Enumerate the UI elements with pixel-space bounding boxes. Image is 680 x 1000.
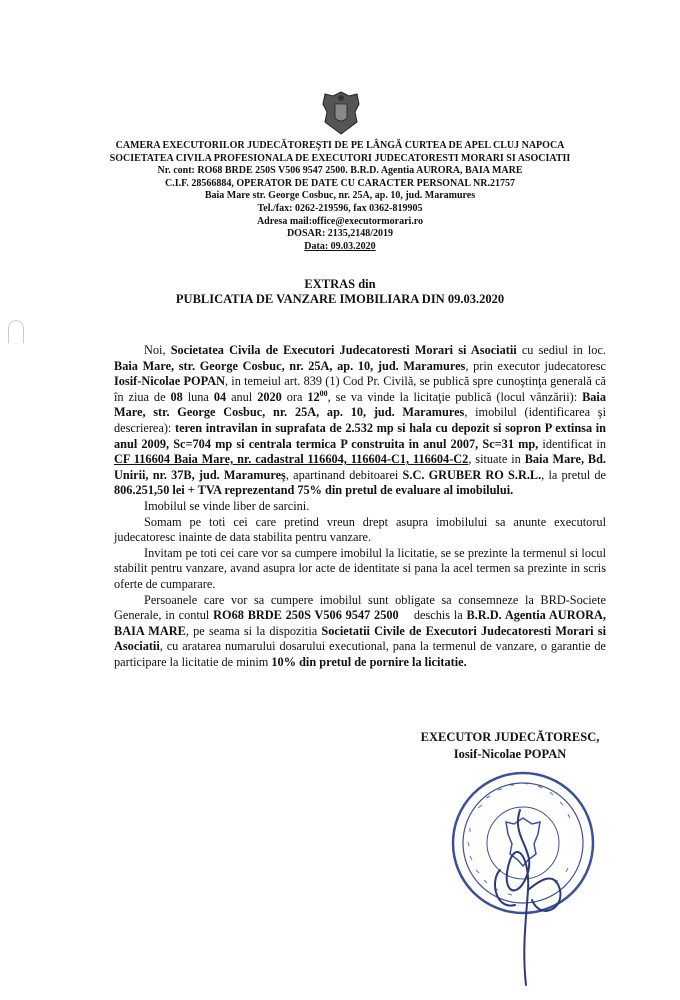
letterhead-chamber: CAMERA EXECUTORILOR JUDECĂTOREŞTI DE PE LÂNGĂ CURTEA DE APEL CLUJ NAPOCA <box>115 140 565 151</box>
letterhead-cif: C.I.F. 28566884, OPERATOR DE DATE CU CARACTER PERSONAL NR.21757 <box>165 177 515 189</box>
paragraph-summons: Somam pe toti cei care pretind vreun drept asupra imobilului sa anunte executorul judecatoresc inainte de data stabilita pentru vanzare. <box>114 514 606 545</box>
title-line-1: EXTRAS din <box>304 277 376 291</box>
letterhead-dosar: DOSAR: 2135,2148/2019 <box>286 228 394 240</box>
signature-block <box>400 729 620 763</box>
letterhead <box>60 140 620 253</box>
letterhead-phone: Tel./fax: 0262-219596, fax 0362-819905 <box>257 202 423 214</box>
title-line-2: PUBLICATIA DE VANZARE IMOBILIARA DIN 09.03.2020 <box>175 292 505 306</box>
document-title <box>60 277 620 307</box>
punch-hole-mark <box>8 320 24 343</box>
handwritten-signature <box>470 800 580 990</box>
letterhead-account: Nr. cont: RO68 BRDE 250S V506 9547 2500. B.R.D. Agentia AURORA, BAIA MARE <box>157 165 523 177</box>
paragraph-invitation: Invitam pe toti cei care vor sa cumpere imobilul la licitatie, se se prezinte la termenul si locul stabilit pentru vanzare, avand asupra lor acte de identitate si pana la acel termen sa prezinte in scris oferte de cumparare. <box>114 545 606 591</box>
signatory-role: EXECUTOR JUDECĂTORESC, <box>420 730 600 744</box>
document-body <box>114 343 606 670</box>
signatory-name: Iosif-Nicolae POPAN <box>453 747 567 761</box>
paragraph-no-encumbrances: Imobilul se vinde liber de sarcini. <box>144 498 310 513</box>
letterhead-date: Data: 09.03.2020 <box>304 240 376 252</box>
letterhead-address: Baia Mare str. George Cosbuc, nr. 25A, ap. 10, jud. Maramures <box>204 190 476 202</box>
paragraph-guarantee: Persoanele care vor sa cumpere imobilul sunt obligate sa consemneze la BRD-Societe Generale, in contul RO68 BRDE 250S V506 9547 2500 deschis la B.R.D. Agentia AURORA, BAIA MARE, pe seama si la dispozitia Societatii Civile de Executori Judecatoresti Morari si Asociatii, cu aratarea numarului dosarului executional, pana la termenul de vanzare, o garantie de participare la licitatie de minim 10% din pretul de pornire la licitatie. <box>114 592 606 669</box>
letterhead-email: Adresa mail:office@executormorari.ro <box>256 215 424 227</box>
romanian-coat-of-arms-emblem <box>319 90 363 136</box>
letterhead-company: SOCIETATEA CIVILA PROFESIONALA DE EXECUTORI JUDECATORESTI MORARI SI ASOCIATII <box>109 152 571 164</box>
paragraph-announcement: Noi, Societatea Civila de Executori Judecatoresti Morari si Asociatii cu sediul in loc. Baia Mare, str. George Cosbuc, nr. 25A, ap. 10, jud. Maramures, prin executor judecatoresc Iosif-Nicolae POPAN, in temeiul art. 839 (1) Cod Pr. Civilă, se publică spre cunoştinţa generală că în ziua de 08 luna 04 anul 2020 ora $12^{00}$, se va vinde la licitaţie publică (locul vânzării): Baia Mare, str. George Cosbuc, nr. 25A, ap. 10, jud. Maramures, imobilul (identificarea şi descrierea): teren intravilan in suprafata de 2.532 mp si hala cu depozit si sopron P extinsa in anul 2009, Sc=704 mp si centrala termica P construita in anul 2007, Sc=31 mp, identificat in CF 116604 Baia Mare, nr. cadastral 116604, 116604-C1, 116604-C2, situate in Baia Mare, Bd. Unirii, nr. 37B, jud. Maramureş, apartinand debitoarei S.C. GRUBER RO S.R.L., la pretul de 806.251,50 lei + TVA reprezentand 75% din pretul de evaluare al imobilului. <box>114 343 607 498</box>
